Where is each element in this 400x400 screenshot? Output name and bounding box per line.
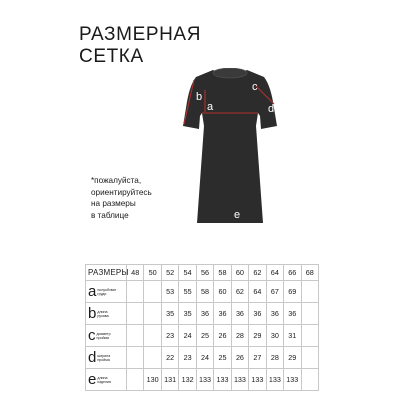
value-cell: 23 xyxy=(161,325,178,347)
value-cell: 36 xyxy=(231,303,248,325)
value-cell: 133 xyxy=(266,369,283,391)
value-cell: 28 xyxy=(231,325,248,347)
value-cell: 60 xyxy=(214,281,231,303)
measure-description xyxy=(97,332,119,340)
value-cell xyxy=(127,325,144,347)
measure-label-cell xyxy=(86,303,127,325)
size-note xyxy=(91,175,191,221)
measure-label-cell xyxy=(86,281,127,303)
marker-d: d xyxy=(268,103,275,115)
size-header-row xyxy=(86,265,319,281)
value-cell: 29 xyxy=(284,347,301,369)
value-cell xyxy=(301,281,318,303)
value-cell: 64 xyxy=(249,281,266,303)
value-cell: 23 xyxy=(179,347,196,369)
measure-label-cell xyxy=(86,369,127,391)
value-cell: 132 xyxy=(179,369,196,391)
value-cell: 130 xyxy=(144,369,161,391)
measure-description-line: длина xyxy=(97,375,108,380)
note-line-3: на размеры xyxy=(91,199,136,208)
value-cell xyxy=(144,347,161,369)
measure-description-line: диаметр xyxy=(96,331,111,336)
value-cell: 35 xyxy=(179,303,196,325)
measure-description-line: изделия xyxy=(97,379,111,384)
measure-description xyxy=(97,354,119,362)
measure-description-line: пройма xyxy=(97,357,110,362)
size-header-cell: 66 xyxy=(284,265,301,281)
marker-e: e xyxy=(234,209,241,221)
value-cell: 53 xyxy=(161,281,178,303)
size-header-cell: 68 xyxy=(301,265,318,281)
value-cell: 24 xyxy=(196,347,213,369)
size-header-cell: 64 xyxy=(266,265,283,281)
value-cell xyxy=(301,347,318,369)
value-cell xyxy=(127,281,144,303)
measure-letter: b xyxy=(88,304,97,322)
size-header-cell: 58 xyxy=(214,265,231,281)
size-header-cell: 52 xyxy=(161,265,178,281)
table-row xyxy=(86,347,319,369)
value-cell xyxy=(144,281,161,303)
value-cell: 22 xyxy=(161,347,178,369)
size-header-cell: 56 xyxy=(196,265,213,281)
measure-description xyxy=(97,376,119,384)
value-cell: 36 xyxy=(249,303,266,325)
value-cell xyxy=(301,325,318,347)
value-cell: 25 xyxy=(214,347,231,369)
size-header-cell: 54 xyxy=(179,265,196,281)
value-cell: 31 xyxy=(284,325,301,347)
value-cell: 36 xyxy=(214,303,231,325)
measure-letter: a xyxy=(88,282,97,300)
measure-description xyxy=(97,310,119,318)
value-cell xyxy=(144,325,161,347)
value-cell: 55 xyxy=(179,281,196,303)
table-row xyxy=(86,281,319,303)
marker-c: c xyxy=(252,81,258,93)
value-cell: 67 xyxy=(266,281,283,303)
value-cell: 27 xyxy=(249,347,266,369)
table-row xyxy=(86,303,319,325)
marker-b: b xyxy=(196,91,203,103)
value-cell: 25 xyxy=(196,325,213,347)
size-header-cell: 50 xyxy=(144,265,161,281)
measure-label-cell xyxy=(86,325,127,347)
value-cell xyxy=(144,303,161,325)
size-header-cell: 60 xyxy=(231,265,248,281)
value-cell xyxy=(127,303,144,325)
size-table-body xyxy=(86,265,319,391)
measure-letter: e xyxy=(88,370,97,388)
measure-description-line: рукава xyxy=(97,313,109,318)
value-cell: 26 xyxy=(231,347,248,369)
dress-neckline xyxy=(213,68,247,78)
measure-letter: d xyxy=(88,348,97,366)
value-cell: 58 xyxy=(196,281,213,303)
value-cell: 133 xyxy=(196,369,213,391)
title-line-2: СЕТКА xyxy=(79,46,144,67)
marker-a: a xyxy=(207,101,214,113)
size-header-cell: 62 xyxy=(249,265,266,281)
measure-description-line: длина xyxy=(97,309,108,314)
title-line-1: РАЗМЕРНАЯ xyxy=(79,24,202,45)
value-cell: 131 xyxy=(161,369,178,391)
measure-label-cell xyxy=(86,347,127,369)
value-cell: 29 xyxy=(249,325,266,347)
value-cell: 26 xyxy=(214,325,231,347)
measure-description-line: груди xyxy=(97,291,107,296)
value-cell: 133 xyxy=(214,369,231,391)
size-header-label: РАЗМЕРЫ xyxy=(86,265,127,281)
value-cell xyxy=(127,369,144,391)
measure-description-line: пройма xyxy=(96,335,109,340)
note-line-4: в таблице xyxy=(91,210,129,220)
table-row xyxy=(86,369,319,391)
table-row xyxy=(86,325,319,347)
value-cell: 133 xyxy=(284,369,301,391)
value-cell: 36 xyxy=(284,303,301,325)
value-cell: 62 xyxy=(231,281,248,303)
value-cell: 24 xyxy=(179,325,196,347)
note-line-2: ориентируйтесь xyxy=(91,187,152,197)
value-cell: 133 xyxy=(249,369,266,391)
value-cell: 133 xyxy=(231,369,248,391)
measure-description xyxy=(97,288,119,296)
size-header-cell: 48 xyxy=(127,265,144,281)
measure-description-line: ширина xyxy=(97,353,111,358)
value-cell: 36 xyxy=(266,303,283,325)
value-cell: 36 xyxy=(196,303,213,325)
value-cell: 28 xyxy=(266,347,283,369)
size-table xyxy=(85,264,319,391)
value-cell: 69 xyxy=(284,281,301,303)
page-title xyxy=(79,24,201,68)
value-cell xyxy=(301,303,318,325)
note-line-1: *пожалуйста, xyxy=(91,176,142,185)
value-cell xyxy=(301,369,318,391)
value-cell: 35 xyxy=(161,303,178,325)
measure-letter: c xyxy=(88,326,96,344)
value-cell: 30 xyxy=(266,325,283,347)
value-cell xyxy=(127,347,144,369)
measure-description-line: полуобхват xyxy=(97,287,117,292)
